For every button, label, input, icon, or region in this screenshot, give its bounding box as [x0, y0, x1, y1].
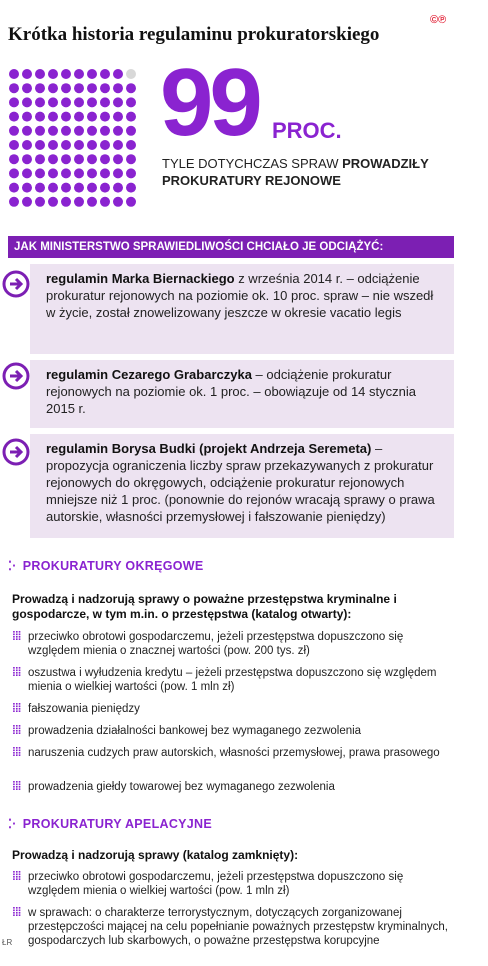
dot-filled	[74, 168, 84, 178]
publisher-logo: ©℗	[430, 14, 447, 26]
section-subheading: Prowadzą i nadzorują sprawy (katalog zamknięty):	[12, 848, 299, 862]
dot-filled	[22, 168, 32, 178]
dot-filled	[61, 69, 71, 79]
list-item: regulamin Marka Biernackiego z września 2014 r. – odciążenie prokuratur rejonowych na poziomie ok. 10 proc. spraw – nie wszedł w życie, został znowelizowany jeszcze w okresie vacatio legis	[30, 264, 454, 354]
dot-filled	[48, 112, 58, 122]
dot-filled	[9, 168, 19, 178]
dot-filled	[9, 197, 19, 207]
dot-filled	[61, 97, 71, 107]
dot-filled	[113, 126, 123, 136]
dot-filled	[87, 168, 97, 178]
dot-filled	[126, 183, 136, 193]
dot-filled	[61, 168, 71, 178]
dot-filled	[113, 197, 123, 207]
dot-filled	[22, 126, 32, 136]
dot-filled	[113, 154, 123, 164]
section-band: JAK MINISTERSTWO SPRAWIEDLIWOŚCI CHCIAŁO JE ODCIĄŻYĆ:	[8, 236, 454, 258]
list-item: ⁞⁞⁞ przeciwko obrotowi gospodarczemu, jeżeli przestępstwa dopuszczono się względem mienia o znacznej wartości (pow. 200 tys. zł)	[12, 631, 404, 657]
dot-filled	[48, 168, 58, 178]
dot-filled	[100, 140, 110, 150]
dot-filled	[126, 154, 136, 164]
dot-filled	[61, 183, 71, 193]
dot-filled	[48, 69, 58, 79]
dot-filled	[113, 112, 123, 122]
section-heading-okregowe: ⁚· PROKURATURY OKRĘGOWE	[8, 559, 204, 573]
dot-filled	[9, 140, 19, 150]
arrow-right-circle-icon	[2, 438, 30, 466]
dot-filled	[100, 154, 110, 164]
dot-filled	[61, 154, 71, 164]
dot-filled	[126, 197, 136, 207]
dot-filled	[126, 97, 136, 107]
dot-filled	[35, 154, 45, 164]
dot-filled	[35, 197, 45, 207]
dot-filled	[9, 83, 19, 93]
dot-filled	[35, 126, 45, 136]
list-item: ⁞⁞⁞ oszustwa i wyłudzenia kredytu – jeżeli przestępstwa dopuszczono się względem mienia o wielkiej wartości (pow. 1 mln zł)	[12, 667, 437, 693]
dot-filled	[48, 154, 58, 164]
dot-filled	[74, 197, 84, 207]
list-item: ⁞⁞⁞ przeciwko obrotowi gospodarczemu, jeżeli przestępstwa dopuszczono się względem mienia o wielkiej wartości (pow. 1 mln zł)	[12, 871, 404, 897]
dot-filled	[35, 112, 45, 122]
dot-filled	[48, 140, 58, 150]
dot-filled	[100, 183, 110, 193]
dot-filled	[100, 83, 110, 93]
dot-filled	[100, 168, 110, 178]
dot-filled	[48, 97, 58, 107]
dot-filled	[100, 197, 110, 207]
dot-filled	[9, 126, 19, 136]
dot-filled	[74, 154, 84, 164]
dot-filled	[100, 112, 110, 122]
dot-filled	[22, 140, 32, 150]
dot-filled	[22, 154, 32, 164]
dot-filled	[74, 140, 84, 150]
dot-filled	[100, 97, 110, 107]
dot-filled	[87, 112, 97, 122]
dot-filled	[48, 197, 58, 207]
dot-filled	[113, 97, 123, 107]
dot-filled	[126, 168, 136, 178]
dot-filled	[87, 69, 97, 79]
dot-filled	[74, 97, 84, 107]
list-item: regulamin Borysa Budki (projekt Andrzeja Seremeta) – propozycja ograniczenia liczby spraw przekazywanych z prokuratur rejonowych do okręgowych, odciążenie prokuratur rejonowych mniejsze niż 1 proc. (ponownie do rejonów wracają sprawy o prawa autorskie, własności przemysłowej i fałszowanie pieniędzy)	[30, 434, 454, 538]
dot-filled	[74, 83, 84, 93]
dot-filled	[113, 69, 123, 79]
dot-filled	[74, 112, 84, 122]
page-title: Krótka historia regulaminu prokuratorskiego	[8, 24, 380, 45]
list-item: ⁞⁞⁞ prowadzenia giełdy towarowej bez wymaganego zezwolenia	[12, 781, 335, 793]
dot-filled	[87, 183, 97, 193]
stat-caption: TYLE DOTYCHCZAS SPRAW PROWADZIŁY PROKURATURY REJONOWE	[162, 156, 429, 188]
dot-matrix-graphic	[8, 68, 140, 212]
dot-filled	[22, 69, 32, 79]
dot-filled	[35, 83, 45, 93]
dot-filled	[35, 183, 45, 193]
dot-filled	[61, 197, 71, 207]
dot-filled	[87, 126, 97, 136]
list-item: regulamin Cezarego Grabarczyka – odciążenie prokuratur rejonowych na poziomie ok. 1 proc. – obowiązuje od 14 stycznia 2015 r.	[30, 360, 454, 428]
dot-empty	[126, 69, 136, 79]
dot-filled	[87, 197, 97, 207]
dot-filled	[9, 112, 19, 122]
dot-filled	[35, 97, 45, 107]
dot-filled	[61, 140, 71, 150]
dot-filled	[74, 126, 84, 136]
dot-filled	[126, 83, 136, 93]
dot-filled	[9, 183, 19, 193]
dot-filled	[48, 83, 58, 93]
dot-filled	[87, 97, 97, 107]
list-item: ⁞⁞⁞ prowadzenia działalności bankowej bez wymaganego zezwolenia	[12, 725, 362, 737]
dot-filled	[87, 140, 97, 150]
dot-filled	[48, 183, 58, 193]
dot-filled	[113, 140, 123, 150]
dot-filled	[74, 69, 84, 79]
dot-filled	[9, 69, 19, 79]
dot-filled	[113, 168, 123, 178]
arrow-right-circle-icon	[2, 270, 30, 298]
dot-filled	[87, 83, 97, 93]
dot-filled	[74, 183, 84, 193]
dot-filled	[22, 197, 32, 207]
list-item: ⁞⁞⁞ naruszenia cudzych praw autorskich, własności przemysłowej, prawa prasowego	[12, 747, 440, 759]
dot-filled	[100, 69, 110, 79]
dot-filled	[87, 154, 97, 164]
dot-filled	[61, 83, 71, 93]
dot-filled	[22, 112, 32, 122]
dot-filled	[35, 168, 45, 178]
dot-filled	[126, 112, 136, 122]
dot-filled	[35, 140, 45, 150]
dot-filled	[61, 126, 71, 136]
dot-filled	[126, 140, 136, 150]
source-credit: ŁR	[2, 938, 13, 947]
dot-filled	[22, 183, 32, 193]
dot-filled	[100, 126, 110, 136]
dot-filled	[9, 97, 19, 107]
dot-filled	[61, 112, 71, 122]
dot-filled	[35, 69, 45, 79]
dot-filled	[113, 83, 123, 93]
dot-filled	[126, 126, 136, 136]
dot-filled	[9, 154, 19, 164]
list-item: ⁞⁞⁞ w sprawach: o charakterze terrorystycznym, dotyczących zorganizowanej przestępczości mającej na celu popełnianie poważnych przestępstw kryminalnych, gospodarczych lub skarbowych, o poważne przestępstwa korupcyjne	[12, 907, 448, 947]
dot-filled	[48, 126, 58, 136]
dot-filled	[113, 183, 123, 193]
list-item: ⁞⁞⁞ fałszowania pieniędzy	[12, 703, 140, 715]
stat-unit: PROC.	[272, 118, 342, 143]
stat-value: 99	[160, 49, 259, 156]
section-heading-apelacyjne: ⁚· PROKURATURY APELACYJNE	[8, 817, 213, 831]
dot-filled	[22, 83, 32, 93]
dot-filled	[22, 97, 32, 107]
arrow-right-circle-icon	[2, 362, 30, 390]
section-subheading: Prowadzą i nadzorują sprawy o poważne przestępstwa kryminalne i gospodarcze, w tym m.in. o przestępstwa (katalog otwarty):	[12, 592, 397, 621]
